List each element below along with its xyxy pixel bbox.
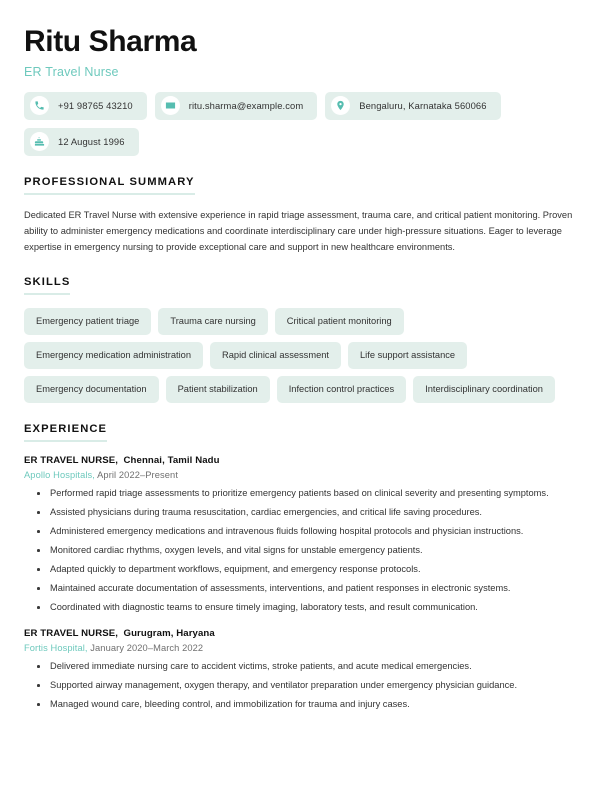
section-header-underline — [24, 424, 107, 442]
experience-entry — [24, 628, 588, 712]
job-dates: April 2022–Present — [94, 470, 178, 481]
job-heading — [24, 628, 588, 639]
section-header-underline — [24, 277, 70, 295]
job-role: ER TRAVEL NURSE, — [24, 455, 118, 467]
job-location: Chennai, Tamil Nadu — [118, 455, 220, 467]
contact-value: ritu.sharma@example.com — [188, 100, 304, 111]
contact-value: Bengaluru, Karnataka 560066 — [359, 100, 487, 111]
skill-pill: Emergency medication administration — [24, 342, 203, 369]
skill-pill: Emergency patient triage — [24, 308, 151, 335]
contact-chip[interactable] — [24, 128, 139, 156]
job-bullet: Supported airway management, oxygen therapy, and ventilator preparation under emergency physician guidance. — [24, 678, 588, 693]
job-meta — [24, 470, 588, 480]
job-company: Fortis Hospital, — [24, 643, 88, 654]
summary-paragraph: Dedicated ER Travel Nurse with extensive experience in rapid triage assessment, trauma care, and critical patient monitoring. Proven ability to administer emergency medications and coordinate interdisciplinary care under high-pressure situations. Eager to leverage expertise in emergency nursing to provide exceptional care and support in new healthcare environments. — [24, 209, 573, 252]
section-header-underline — [24, 177, 195, 195]
job-bullet: Delivered immediate nursing care to accident victims, stroke patients, and acute medical emergencies. — [24, 659, 588, 674]
job-role: ER TRAVEL NURSE, — [24, 628, 118, 640]
skill-pill: Infection control practices — [277, 376, 406, 403]
job-meta — [24, 643, 588, 653]
contact-chip[interactable] — [325, 92, 500, 120]
job-bullet-list — [24, 486, 588, 615]
job-dates: January 2020–March 2022 — [87, 643, 204, 654]
job-bullet: Monitored cardiac rhythms, oxygen levels, and vital signs for unstable emergency patients. — [24, 543, 588, 558]
job-location: Gurugram, Haryana — [118, 628, 215, 640]
job-bullet: Adapted quickly to department workflows, equipment, and emergency response protocols. — [24, 562, 588, 577]
experience-job-list — [24, 455, 588, 712]
job-bullet: Maintained accurate documentation of assessments, interventions, and patient responses in electronic systems. — [24, 581, 588, 596]
job-bullet: Coordinated with diagnostic teams to ensure timely imaging, laboratory tests, and result communication. — [24, 600, 588, 615]
experience-entry — [24, 455, 588, 615]
section-title-skills: SKILLS — [24, 275, 71, 288]
section-experience — [24, 419, 588, 713]
skill-pill: Emergency documentation — [24, 376, 159, 403]
contact-chip[interactable] — [155, 92, 317, 120]
phone-icon — [30, 96, 49, 115]
job-bullet: Performed rapid triage assessments to prioritize emergency patients based on clinical severity and presenting symptoms. — [24, 486, 588, 501]
section-professional-summary — [24, 172, 588, 256]
skill-pill: Patient stabilization — [166, 376, 270, 403]
job-bullet-list — [24, 659, 588, 712]
candidate-job-title: ER Travel Nurse — [24, 64, 119, 79]
email-icon — [161, 96, 180, 115]
skill-pill: Trauma care nursing — [158, 308, 267, 335]
job-bullet: Assisted physicians during trauma resuscitation, cardiac emergencies, and critical life saving procedures. — [24, 505, 588, 520]
birthday-cake-icon — [30, 132, 49, 151]
resume-header — [24, 26, 588, 156]
skill-pill: Interdisciplinary coordination — [413, 376, 555, 403]
section-title-summary: PROFESSIONAL SUMMARY — [24, 175, 195, 188]
contact-chip[interactable] — [24, 92, 147, 120]
skill-pill: Critical patient monitoring — [275, 308, 404, 335]
contact-value: 12 August 1996 — [58, 136, 125, 147]
job-heading — [24, 455, 588, 466]
location-pin-icon — [331, 96, 350, 115]
skills-pill-list — [24, 308, 588, 403]
section-title-experience: EXPERIENCE — [24, 422, 108, 435]
job-bullet: Managed wound care, bleeding control, and immobilization for trauma and injury cases. — [24, 697, 588, 712]
job-company: Apollo Hospitals, — [24, 470, 95, 481]
candidate-name: Ritu Sharma — [24, 25, 197, 58]
contact-chip-list — [24, 92, 588, 156]
job-bullet: Administered emergency medications and intravenous fluids following hospital protocols and physician instructions. — [24, 524, 588, 539]
skill-pill: Life support assistance — [348, 342, 467, 369]
section-skills — [24, 272, 588, 403]
contact-value: +91 98765 43210 — [58, 100, 133, 111]
skill-pill: Rapid clinical assessment — [210, 342, 341, 369]
